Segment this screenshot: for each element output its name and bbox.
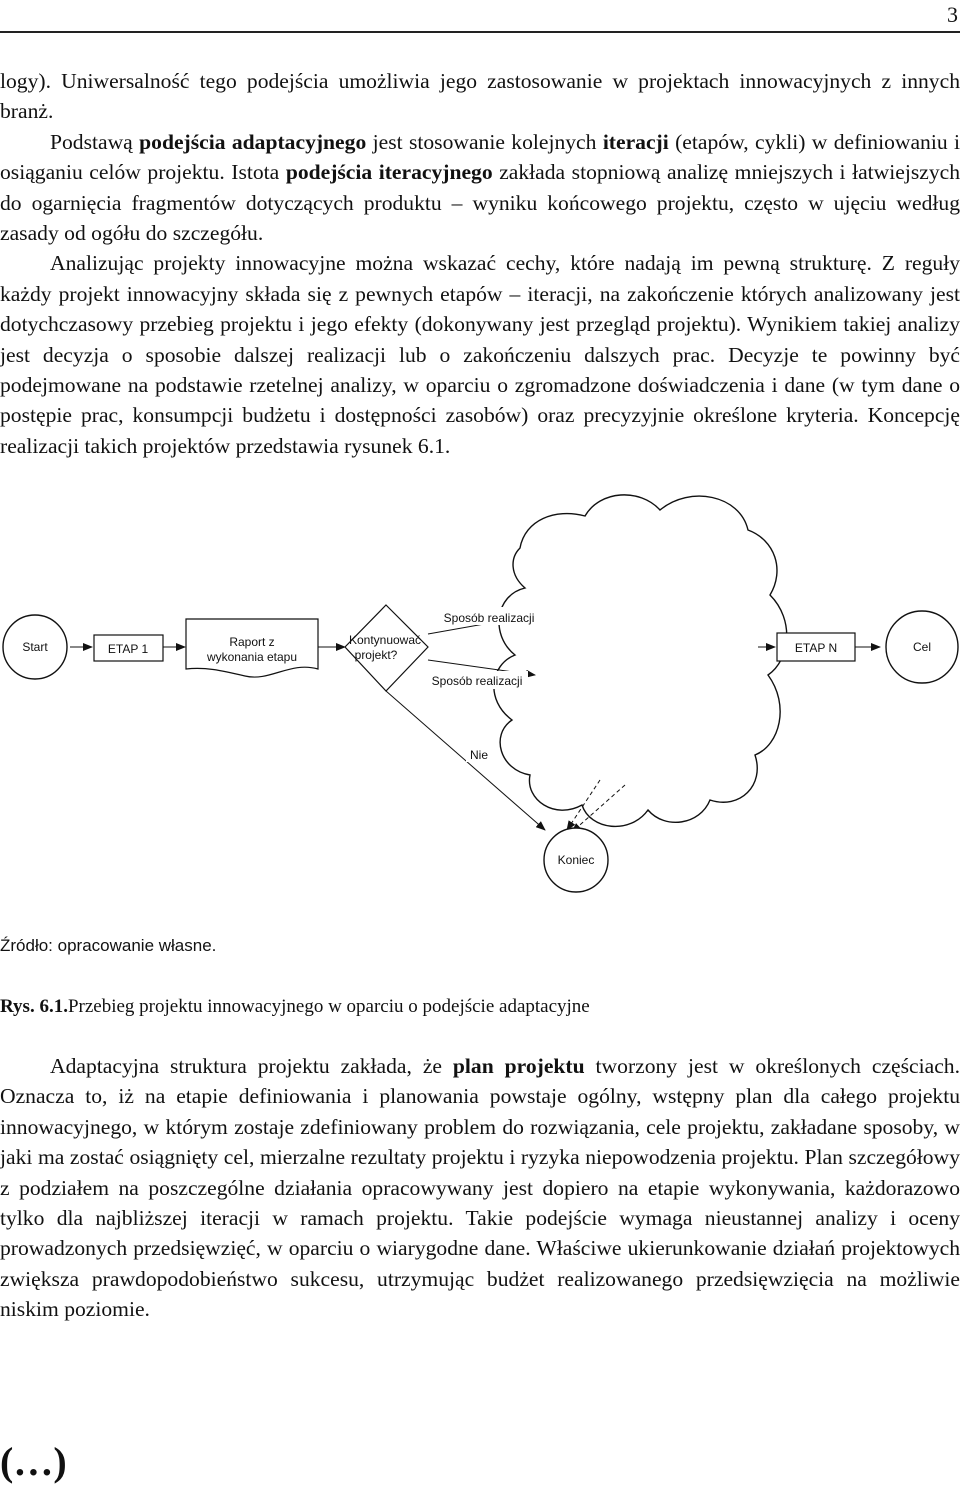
paragraph-1: logy). Uniwersalność tego podejścia umożliwia jego zastosowanie w projektach innowacyjnych z innych branż. <box>0 69 960 124</box>
process-diagram <box>0 470 960 910</box>
header-rule <box>0 31 960 33</box>
page-number: 3 <box>947 2 958 27</box>
way-label-bottom: Sposób realizacji <box>431 674 523 688</box>
bold-term: podejścia iteracyjnego <box>285 160 493 185</box>
end-label: Koniec <box>557 853 595 867</box>
report-label-line1: Raport z <box>229 635 275 649</box>
etap1-label: ETAP 1 <box>107 642 149 656</box>
ellipsis: (…) <box>0 1439 67 1484</box>
etapn-label: ETAP N <box>794 641 838 655</box>
no-label: Nie <box>469 748 489 762</box>
caption-text: Przebieg projektu innowacyjnego w oparciu o podejście adaptacyjne <box>67 996 590 1017</box>
bold-term: plan projektu <box>452 1054 585 1078</box>
decision-label-line2: projekt? <box>354 648 398 662</box>
cloud-shape <box>494 495 787 827</box>
body-text <box>0 1051 960 1325</box>
way-label-top: Sposób realizacji <box>443 611 535 625</box>
figure-source: Źródło: opracowanie własne. <box>0 936 217 955</box>
start-label: Start <box>22 640 48 654</box>
intro-text <box>0 66 960 461</box>
bold-term: podejścia adaptacyjnego <box>139 129 367 154</box>
figure-caption <box>0 996 590 1018</box>
bold-term: iteracji <box>602 129 669 154</box>
paragraph-4: Adaptacyjna struktura projektu zakłada, że plan projektu tworzony jest w określonych częściach. Oznacza to, iż na etapie definiowania i planowania powstaje ogólny, wstępny plan dla całego projektu innowacyjnego, w którym zostaje zdefiniowany problem do rozwiązania, cele projektu, zakładane sposoby, w jaki ma zostać osiągnięty cel, mierzalne rezultaty projektu i ryzyka niepowodzenia projektu. Plan szczegółowy z podziałem na poszczególne działania opracowywany jest dopiero na etapie wykonywania, każdorazowo tylko dla najbliższej iteracji w ramach projektu. Takie podejście wymaga nieustannej analizy i oceny prowadzonych przedsięwzięć, w oparciu o wiarygodne dane. Właściwe ukierunkowanie działań projektowych zwiększa prawdopodobieństwo sukcesu, utrzymując budżet realizowanego przedsięwzięcia na możliwie niskim poziomie. <box>0 1054 960 1322</box>
goal-label: Cel <box>912 640 932 654</box>
paragraph-2: Podstawą podejścia adaptacyjnego jest stosowanie kolejnych iteracji (etapów, cykli) w definiowaniu i osiąganiu celów projektu. Istota podejścia iteracyjnego zakłada stopniową analizę mniejszych i łatwiejszych do ogarnięcia fragmentów dotyczących produktu – wyniku końcowego projektu, często w ujęciu według zasady od ogółu do szczegółu. <box>0 129 960 246</box>
decision-label-line1: Kontynuować <box>348 633 422 647</box>
paragraph-3: Analizując projekty innowacyjne można wskazać cechy, które nadają im pewną strukturę. Z reguły każdy projekt innowacyjny składa się z pewnych etapów – iteracji, na zakończenie których analizowany jest dotychczasowy przebieg projektu i jego efekty (dokonywany jest przegląd projektu). Wynikiem takiej analizy jest decyzja o sposobie dalszej realizacji lub o zakończeniu dalszych prac. Decyzje te powinny być podejmowane na podstawie rzetelnej analizy, w oparciu o zgromadzone doświadczenia i dane (w tym dane o postępie prac, konsumpcji budżetu i dostępności zasobów) oraz precyzyjnie określone kryteria. Koncepcję realizacji takich projektów przedstawia rysunek 6.1. <box>0 251 960 458</box>
report-label-line2: wykonania etapu <box>206 650 298 664</box>
caption-label: Rys. 6.1. <box>0 996 68 1017</box>
